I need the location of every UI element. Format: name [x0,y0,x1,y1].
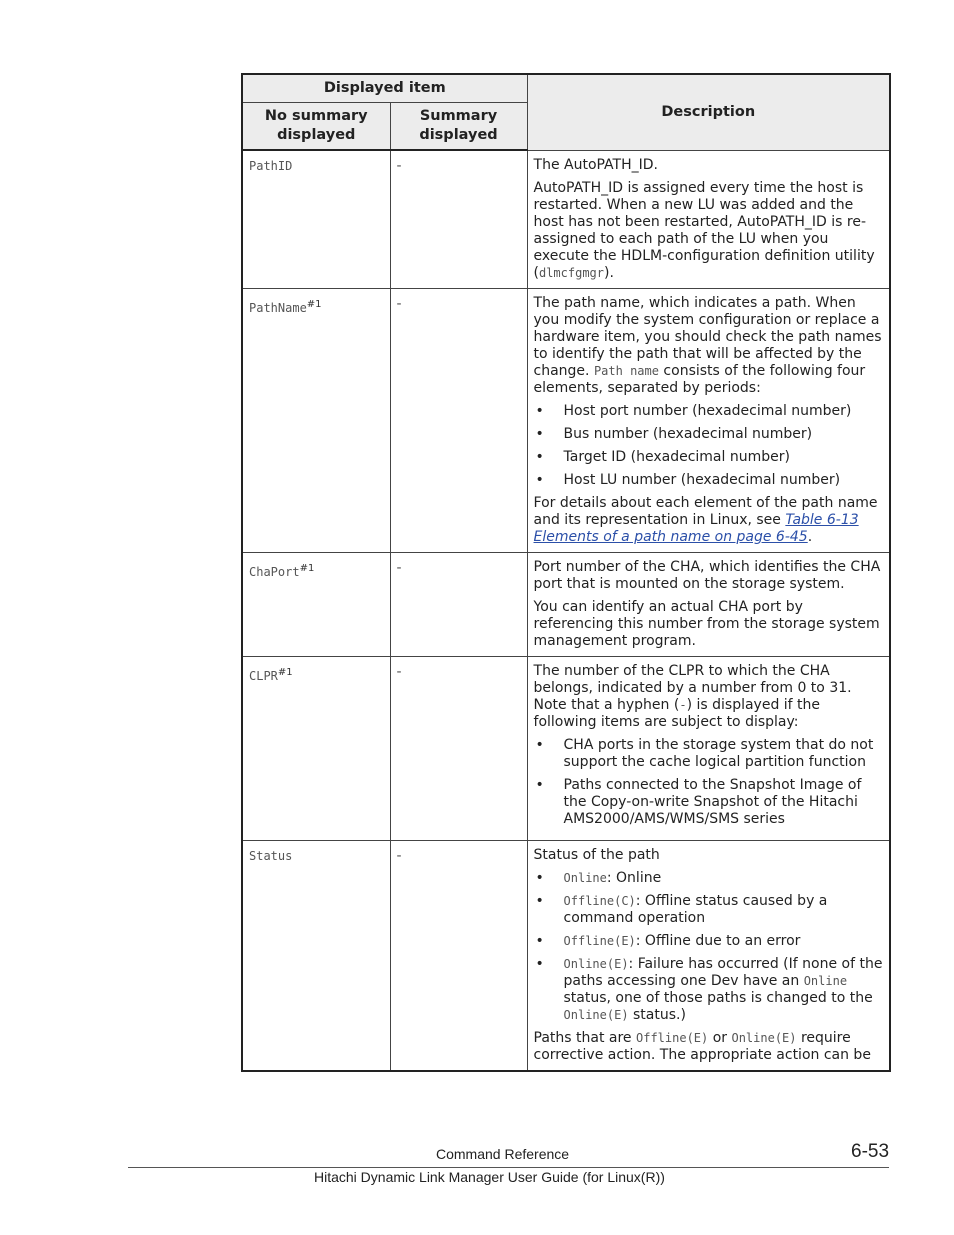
table-body [242,150,890,1071]
summary-value: - [396,158,402,174]
header-summary: Summary displayed [390,103,527,151]
description-cell [527,150,890,288]
code-text: Online [563,870,607,885]
code-text: Offline(C) [563,893,636,908]
table-row [242,150,890,288]
text-run: The AutoPATH_ID. [533,156,658,173]
table-row [242,288,890,552]
item-name-cell [242,150,390,288]
description-cell [527,552,890,656]
text-run: Port number of the CHA, which identifies the CHA port that is mounted on the storage system. [533,558,881,592]
code-text: Online(E) [563,956,629,971]
item-name-cell [242,288,390,552]
text-run: status.) [628,1006,686,1023]
text-run: or [708,1029,732,1046]
code-text: Online [803,973,848,988]
text-run: The number of the CLPR to which the CHA belongs, indicated by a number from 0 to 31. Note that a hyphen ( [533,662,852,713]
table-row [242,552,890,656]
displayed-items-table [241,73,891,1072]
text-run: CHA ports in the storage system that do not support the cache logical partition function [563,736,874,770]
list-item [534,777,885,828]
summary-cell [390,288,527,552]
item-name-cell [242,656,390,840]
summary-cell [390,656,527,840]
text-run: . [807,528,813,545]
cross-reference-link[interactable]: Table 6-13 Elements of a path name on page 6-45 [533,511,859,545]
code-text: Online(E) [563,1007,629,1022]
item-name-cell [242,552,390,656]
text-run: Bus number (hexadecimal number) [563,425,813,442]
bullet-list [534,737,885,828]
list-item [534,403,885,420]
list-item [534,956,885,1024]
text-run: Paths that are [533,1029,636,1046]
text-run: status, one of those paths is changed to the [563,989,873,1006]
item-name: PathName [249,300,307,315]
text-run: : Failure has occurred (If none of the paths accessing one Dev have an [563,955,883,989]
text-run: Paths connected to the Snapshot Image of the Copy-on-write Snapshot of the Hitachi AMS2000/AMS/WMS/SMS series [563,776,862,827]
description-paragraph [534,157,885,174]
text-run: Target ID (hexadecimal number) [563,448,790,465]
code-text: Online(E) [731,1030,797,1045]
footnote-marker: #1 [306,298,322,310]
description-paragraph [534,847,885,864]
summary-value: - [396,559,402,576]
text-run: consists of the following four elements, separated by periods: [533,362,866,396]
description-paragraph [534,495,885,546]
code-text: Offline(E) [563,933,636,948]
bullet-list [534,403,885,489]
bullet-list [534,870,885,1024]
description-paragraph [534,1030,885,1064]
text-run: Host LU number (hexadecimal number) [563,471,841,488]
text-run: ) is displayed if the following items are subject to display: [533,696,821,730]
page-number: 6-53 [851,1141,890,1162]
list-item [534,737,885,771]
text-run: : Offline due to an error [635,932,801,949]
list-item [534,426,885,443]
footer-section-title: Command Reference [436,1146,570,1162]
code-text: Offline(E) [636,1030,709,1045]
text-run: : Online [606,869,662,886]
code-text: - [679,697,687,712]
description-cell [527,288,890,552]
text-run: AutoPATH_ID is assigned every time the host is restarted. When a new LU was added and the host has not been restarted, AutoPATH_ID is re-assigned to each path of the LU when you execute the HDLM-configuration definition utility ( [533,179,875,281]
table-row [242,656,890,840]
summary-cell [390,552,527,656]
description-paragraph [534,180,885,282]
text-run: Host port number (hexadecimal number) [563,402,852,419]
text-run: require corrective action. The appropriate action can be [533,1029,871,1063]
footer-book-title: Hitachi Dynamic Link Manager User Guide (for Linux(R)) [314,1169,665,1185]
summary-value: - [396,663,402,680]
header-displayed-item: Displayed item [242,74,527,103]
table-row [242,840,890,1071]
list-item [534,893,885,927]
footer-divider [128,1167,889,1168]
footnote-marker: #1 [299,562,315,574]
list-item [534,472,885,489]
description-paragraph [534,559,885,593]
item-name: Status [249,848,293,863]
description-paragraph [534,295,885,397]
text-run: : Offline status caused by a command operation [563,892,828,926]
description-cell [527,656,890,840]
summary-cell [390,150,527,288]
summary-cell [390,840,527,1071]
header-no-summary: No summary displayed [242,103,390,151]
text-run: The path name, which indicates a path. When you modify the system configuration or replace a hardware item, you should check the path names to identify the path that will be affected by the change. [533,294,882,379]
code-text: dlmcfgmgr [538,265,605,280]
text-run: Status of the path [533,846,660,863]
summary-value: - [396,295,402,312]
list-item [534,870,885,887]
text-run: ). [604,264,614,281]
summary-value: - [396,847,402,864]
description-paragraph [534,599,885,650]
item-name: CLPR [249,668,278,683]
list-item [534,933,885,950]
text-run: You can identify an actual CHA port by referencing this number from the storage system management program. [533,598,880,649]
code-text: Path name [593,363,659,378]
text-run: For details about each element of the path name and its representation in Linux, see [533,494,878,528]
footnote-marker: #1 [277,666,293,678]
list-item [534,449,885,466]
item-name: PathID [249,159,293,173]
description-cell [527,840,890,1071]
description-paragraph [534,663,885,731]
item-name-cell [242,840,390,1071]
header-description: Description [527,74,890,150]
item-name: ChaPort [249,564,300,579]
